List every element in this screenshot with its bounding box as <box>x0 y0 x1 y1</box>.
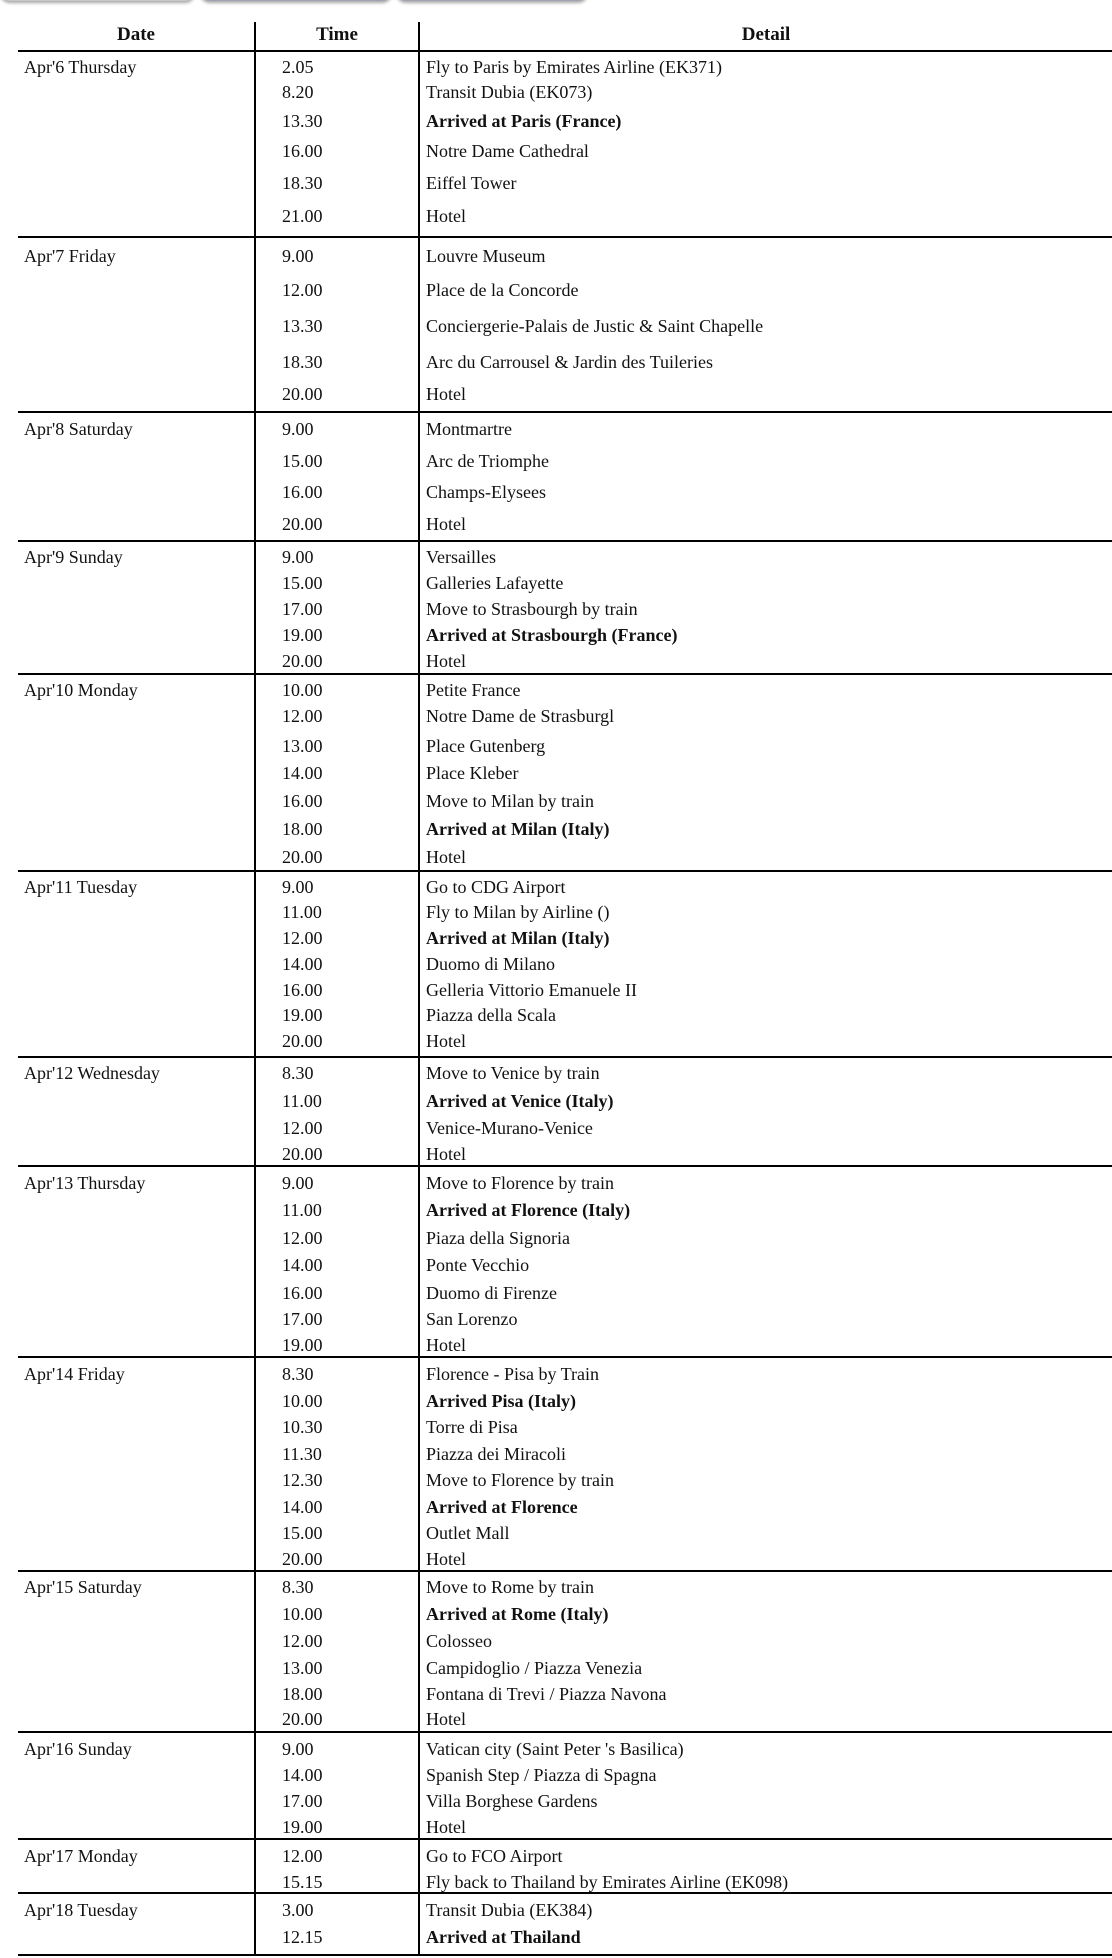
item-detail: Fontana di Trevi / Piazza Navona <box>426 1684 667 1704</box>
item-time: 8.30 <box>282 1364 314 1384</box>
item-time: 14.00 <box>282 1765 323 1785</box>
day-date: Apr'13 Thursday <box>24 1173 146 1193</box>
item-detail: Hotel <box>426 514 466 534</box>
item-detail: Hotel <box>426 384 466 404</box>
item-time: 20.00 <box>282 1144 323 1164</box>
item-time: 14.00 <box>282 1497 323 1517</box>
item-time: 16.00 <box>282 482 323 502</box>
item-time: 9.00 <box>282 877 314 897</box>
item-time: 11.00 <box>282 1091 322 1111</box>
item-detail: Piazza dei Miracoli <box>426 1444 566 1464</box>
day-date: Apr'18 Tuesday <box>24 1900 138 1920</box>
item-detail: Move to Florence by train <box>426 1470 614 1490</box>
day-date: Apr'6 Thursday <box>24 57 137 77</box>
item-detail: Hotel <box>426 1709 466 1729</box>
day-divider <box>18 411 1112 413</box>
item-detail-arrival: Arrived at Rome (Italy) <box>426 1604 609 1624</box>
day-date: Apr'8 Saturday <box>24 419 133 439</box>
item-detail: Villa Borghese Gardens <box>426 1791 598 1811</box>
item-detail: Fly to Paris by Emirates Airline (EK371) <box>426 57 722 77</box>
top-tab-strip <box>0 0 600 2</box>
item-detail: Montmartre <box>426 419 512 439</box>
item-time: 8.30 <box>282 1577 314 1597</box>
item-time: 16.00 <box>282 141 323 161</box>
day-date: Apr'7 Friday <box>24 246 116 266</box>
item-time: 9.00 <box>282 1173 314 1193</box>
item-time: 13.00 <box>282 736 323 756</box>
header-time: Time <box>316 24 358 45</box>
day-date: Apr'15 Saturday <box>24 1577 142 1597</box>
item-detail: Ponte Vecchio <box>426 1255 530 1275</box>
item-detail: Hotel <box>426 206 466 226</box>
item-time: 20.00 <box>282 1709 323 1729</box>
item-time: 9.00 <box>282 1739 314 1759</box>
item-time: 17.00 <box>282 1309 323 1329</box>
item-time: 20.00 <box>282 847 323 867</box>
item-detail: Place Gutenberg <box>426 736 546 756</box>
item-detail: Move to Strasbourgh by train <box>426 599 638 619</box>
item-detail-arrival: Arrived at Venice (Italy) <box>426 1091 614 1111</box>
item-time: 21.00 <box>282 206 323 226</box>
item-time: 12.00 <box>282 1118 323 1138</box>
item-detail: Hotel <box>426 847 466 867</box>
item-time: 20.00 <box>282 384 323 404</box>
item-time: 18.00 <box>282 819 323 839</box>
item-time: 20.00 <box>282 1549 323 1569</box>
item-time: 14.00 <box>282 1255 323 1275</box>
item-detail: Piazza della Scala <box>426 1005 556 1025</box>
item-time: 11.30 <box>282 1444 322 1464</box>
item-detail: Torre di Pisa <box>426 1417 518 1437</box>
item-time: 8.20 <box>282 82 314 102</box>
item-time: 18.30 <box>282 173 323 193</box>
day-date: Apr'11 Tuesday <box>24 877 138 897</box>
item-time: 16.00 <box>282 791 323 811</box>
item-detail: Gelleria Vittorio Emanuele II <box>426 980 638 1000</box>
item-detail: Florence - Pisa by Train <box>426 1364 599 1384</box>
item-time: 10.00 <box>282 1604 323 1624</box>
item-detail: Move to Florence by train <box>426 1173 614 1193</box>
day-divider <box>18 870 1112 872</box>
item-detail: Louvre Museum <box>426 246 546 266</box>
item-detail: Place de la Concorde <box>426 280 579 300</box>
item-time: 15.00 <box>282 1523 323 1543</box>
item-detail: Campidoglio / Piazza Venezia <box>426 1658 643 1678</box>
item-time: 8.30 <box>282 1063 314 1083</box>
item-time: 12.00 <box>282 706 323 726</box>
day-divider <box>18 1056 1112 1058</box>
item-detail-arrival: Arrived at Florence (Italy) <box>426 1200 631 1220</box>
item-time: 12.00 <box>282 1228 323 1248</box>
item-time: 20.00 <box>282 514 323 534</box>
item-detail-arrival: Arrived at Thailand <box>426 1927 581 1947</box>
item-detail: Spanish Step / Piazza di Spagna <box>426 1765 657 1785</box>
day-divider <box>18 673 1112 675</box>
item-detail: Venice-Murano-Venice <box>426 1118 593 1138</box>
item-time: 13.00 <box>282 1658 323 1678</box>
item-detail: Colosseo <box>426 1631 493 1651</box>
item-detail: Notre Dame Cathedral <box>426 141 589 161</box>
item-detail-arrival: Arrived at Milan (Italy) <box>426 928 610 948</box>
day-date: Apr'17 Monday <box>24 1846 138 1866</box>
day-date: Apr'10 Monday <box>24 680 138 700</box>
item-detail: Transit Dubia (EK384) <box>426 1900 593 1920</box>
day-date: Apr'16 Sunday <box>24 1739 132 1759</box>
item-detail: Outlet Mall <box>426 1523 510 1543</box>
item-time: 12.00 <box>282 928 323 948</box>
item-time: 20.00 <box>282 1031 323 1051</box>
item-time: 19.00 <box>282 1335 323 1355</box>
item-time: 9.00 <box>282 246 314 266</box>
item-detail: Arc du Carrousel & Jardin des Tuileries <box>426 352 713 372</box>
item-time: 10.00 <box>282 680 323 700</box>
item-time: 14.00 <box>282 763 323 783</box>
item-detail: Transit Dubia (EK073) <box>426 82 593 102</box>
column-divider-time-detail <box>418 22 420 1954</box>
item-time: 17.00 <box>282 1791 323 1811</box>
item-time: 16.00 <box>282 1283 323 1303</box>
tab-3[interactable] <box>396 0 588 1</box>
item-time: 9.00 <box>282 547 314 567</box>
item-time: 15.00 <box>282 451 323 471</box>
header-date: Date <box>117 24 155 45</box>
item-time: 19.00 <box>282 1005 323 1025</box>
item-time: 12.00 <box>282 280 323 300</box>
item-detail: San Lorenzo <box>426 1309 518 1329</box>
item-time: 10.30 <box>282 1417 323 1437</box>
item-detail: Galleries Lafayette <box>426 573 564 593</box>
item-detail: Arc de Triomphe <box>426 451 549 471</box>
item-time: 17.00 <box>282 599 323 619</box>
item-time: 13.30 <box>282 111 323 131</box>
item-time: 12.00 <box>282 1631 323 1651</box>
item-detail: Hotel <box>426 1031 466 1051</box>
item-detail: Petite France <box>426 680 521 700</box>
item-detail: Fly to Milan by Airline () <box>426 902 610 922</box>
item-time: 12.30 <box>282 1470 323 1490</box>
item-time: 12.00 <box>282 1846 323 1866</box>
item-detail: Versailles <box>426 547 496 567</box>
item-detail-arrival: Arrived Pisa (Italy) <box>426 1391 576 1411</box>
item-detail: Vatican city (Saint Peter 's Basilica) <box>426 1739 684 1759</box>
day-divider <box>18 1731 1112 1733</box>
item-detail: Conciergerie-Palais de Justic & Saint Chapelle <box>426 316 764 336</box>
item-time: 20.00 <box>282 651 323 671</box>
item-time: 10.00 <box>282 1391 323 1411</box>
day-divider <box>18 1356 1112 1358</box>
item-time: 14.00 <box>282 954 323 974</box>
header-detail: Detail <box>741 24 791 45</box>
item-detail: Go to FCO Airport <box>426 1846 563 1866</box>
tab-1[interactable] <box>0 0 195 1</box>
day-divider <box>18 1892 1112 1894</box>
item-detail: Move to Milan by train <box>426 791 594 811</box>
tab-2[interactable] <box>200 0 392 1</box>
item-detail: Hotel <box>426 1549 466 1569</box>
item-time: 18.30 <box>282 352 323 372</box>
item-time: 19.00 <box>282 1817 323 1837</box>
item-time: 3.00 <box>282 1900 314 1920</box>
item-detail: Champs-Elysees <box>426 482 546 502</box>
item-time: 13.30 <box>282 316 323 336</box>
day-date: Apr'14 Friday <box>24 1364 125 1384</box>
item-time: 2.05 <box>282 57 314 77</box>
item-detail: Duomo di Firenze <box>426 1283 557 1303</box>
item-time: 12.15 <box>282 1927 323 1947</box>
item-detail: Eiffel Tower <box>426 173 517 193</box>
item-detail: Move to Venice by train <box>426 1063 600 1083</box>
day-divider <box>18 1838 1112 1840</box>
item-detail: Go to CDG Airport <box>426 877 566 897</box>
day-divider <box>18 1570 1112 1572</box>
item-detail-arrival: Arrived at Florence <box>426 1497 578 1517</box>
item-time: 11.00 <box>282 902 322 922</box>
day-date: Apr'9 Sunday <box>24 547 123 567</box>
item-detail: Hotel <box>426 1817 466 1837</box>
item-time: 15.15 <box>282 1872 323 1892</box>
item-detail-arrival: Arrived at Strasbourgh (France) <box>426 625 678 645</box>
item-time: 15.00 <box>282 573 323 593</box>
day-date: Apr'12 Wednesday <box>24 1063 160 1083</box>
item-detail-arrival: Arrived at Paris (France) <box>426 111 622 131</box>
item-detail: Hotel <box>426 651 466 671</box>
header-divider <box>18 50 1112 52</box>
item-detail: Place Kleber <box>426 763 519 783</box>
day-divider <box>18 1165 1112 1167</box>
day-divider <box>18 236 1112 238</box>
item-time: 16.00 <box>282 980 323 1000</box>
item-detail-arrival: Arrived at Milan (Italy) <box>426 819 610 839</box>
item-time: 19.00 <box>282 625 323 645</box>
item-detail: Hotel <box>426 1144 466 1164</box>
item-detail: Piaza della Signoria <box>426 1228 570 1248</box>
column-divider-date-time <box>254 22 256 1954</box>
item-detail: Fly back to Thailand by Emirates Airline (EK098) <box>426 1872 789 1892</box>
day-divider <box>18 1954 1112 1956</box>
item-detail: Notre Dame de Strasburgl <box>426 706 615 726</box>
item-detail: Duomo di Milano <box>426 954 555 974</box>
item-time: 9.00 <box>282 419 314 439</box>
item-detail: Hotel <box>426 1335 466 1355</box>
item-time: 18.00 <box>282 1684 323 1704</box>
day-divider <box>18 540 1112 542</box>
item-detail: Move to Rome by train <box>426 1577 594 1597</box>
item-time: 11.00 <box>282 1200 322 1220</box>
